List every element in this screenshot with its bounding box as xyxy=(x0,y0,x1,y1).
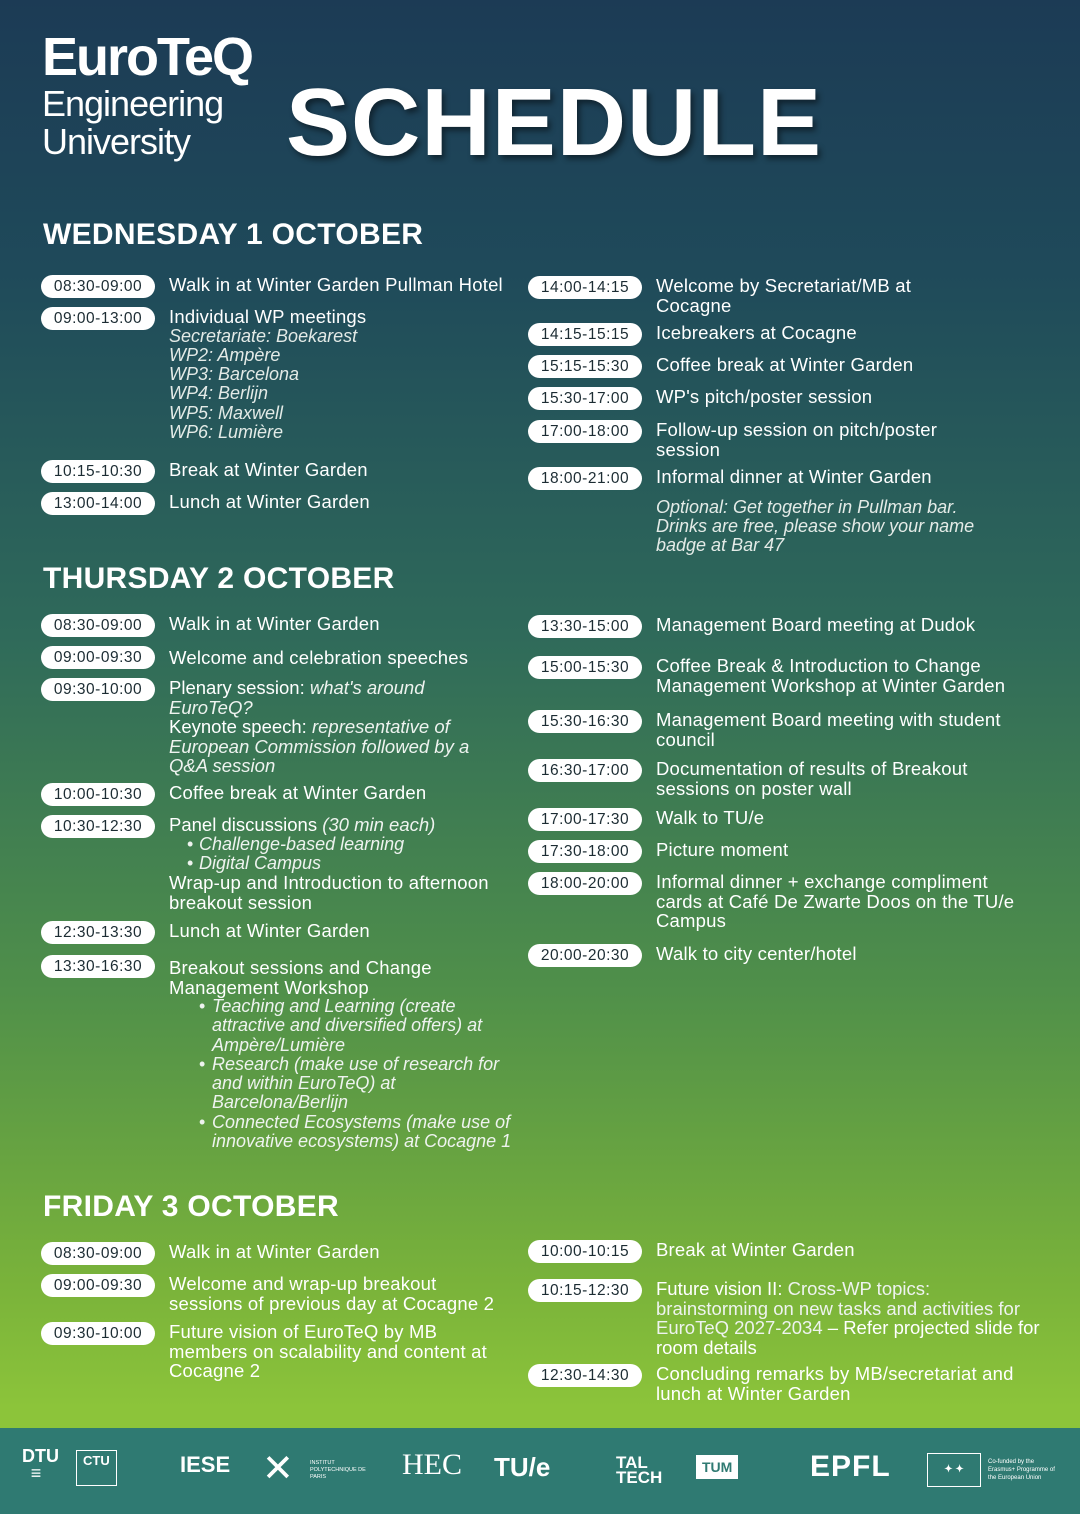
ip-paris-logo: INSTITUT POLYTECHNIQUE DE PARIS xyxy=(310,1460,366,1480)
item-title: Documentation of results of Breakout sessions on poster wall xyxy=(656,758,968,799)
item-title: Concluding remarks by MB/secretariat and lunch at Winter Garden xyxy=(656,1363,1014,1404)
room-detail: WP4: Berlijn xyxy=(169,383,269,404)
schedule-item xyxy=(528,759,996,798)
schedule-item xyxy=(41,614,380,637)
item-title: Breakout sessions and Change Management Workshop xyxy=(169,957,432,998)
time-badge: 14:15-15:15 xyxy=(528,323,642,346)
schedule-item xyxy=(41,1274,514,1313)
item-title: Picture moment xyxy=(656,839,789,860)
ctu-logo: CTU xyxy=(76,1450,117,1486)
bullet-item: • Challenge-based learning xyxy=(169,835,519,854)
item-title: Wrap-up and Introduction to afternoon breakout session xyxy=(169,872,489,913)
time-badge: 16:30-17:00 xyxy=(528,759,642,782)
item-title: Welcome and wrap-up breakout sessions of previous day at Cocagne 2 xyxy=(169,1273,495,1314)
schedule-item xyxy=(528,840,788,863)
time-badge: 09:30-10:00 xyxy=(41,1322,155,1345)
time-badge: 14:00-14:15 xyxy=(528,276,642,299)
item-title: Management Board meeting with student council xyxy=(656,709,1001,750)
time-badge: 09:30-10:00 xyxy=(41,678,155,701)
schedule-item xyxy=(41,275,503,298)
schedule-item xyxy=(41,678,489,776)
item-title: WP's pitch/poster session xyxy=(656,386,873,407)
time-badge: 10:00-10:15 xyxy=(528,1240,642,1263)
item-title: Panel discussions xyxy=(169,814,318,835)
item-title: Walk in at Winter Garden xyxy=(169,1241,380,1262)
time-badge: 10:00-10:30 xyxy=(41,783,155,806)
time-badge: 08:30-09:00 xyxy=(41,275,155,298)
room-detail: WP3: Barcelona xyxy=(169,364,300,385)
item-detail: what's around EuroTeQ? xyxy=(169,677,425,718)
room-detail: WP6: Lumière xyxy=(169,421,284,442)
logo-line3: University xyxy=(42,121,191,162)
time-badge: 18:00-21:00 xyxy=(528,467,642,490)
item-title: Future vision of EuroTeQ by MB members on scalability and content at Cocagne 2 xyxy=(169,1321,487,1381)
schedule-item xyxy=(41,815,519,912)
dtu-logo: DTU ≡ xyxy=(22,1446,59,1483)
bullet-item: • Digital Campus xyxy=(169,854,519,873)
page-title: SCHEDULE xyxy=(286,69,823,176)
logo-line1: EuroTeQ xyxy=(42,27,253,87)
time-badge: 15:15-15:30 xyxy=(528,355,642,378)
time-badge: 10:15-12:30 xyxy=(528,1279,642,1302)
schedule-item xyxy=(528,420,976,459)
schedule-item xyxy=(528,1364,1036,1403)
item-title: Lunch at Winter Garden xyxy=(169,491,370,512)
time-badge: 15:00-15:30 xyxy=(528,656,642,679)
item-title: Break at Winter Garden xyxy=(656,1239,855,1260)
day-heading-friday: FRIDAY 3 OCTOBER xyxy=(43,1190,339,1223)
item-title: Informal dinner + exchange compliment cards at Café De Zwarte Doos on the TU/e Campus xyxy=(656,871,1015,931)
item-title: Follow-up session on pitch/poster session xyxy=(656,419,938,460)
schedule-item xyxy=(41,307,366,442)
time-badge: 17:00-17:30 xyxy=(528,808,642,831)
schedule-item xyxy=(41,492,370,515)
item-title: Welcome and celebration speeches xyxy=(169,647,469,668)
item-title: Management Board meeting at Dudok xyxy=(656,614,976,635)
schedule-item xyxy=(41,646,468,669)
room-detail: WP2: Ampère xyxy=(169,344,281,365)
schedule-item xyxy=(41,783,426,806)
item-title: Welcome by Secretariat/MB at Cocagne xyxy=(656,275,912,316)
time-badge: 09:00-09:30 xyxy=(41,646,155,669)
item-title: Icebreakers at Cocagne xyxy=(656,322,857,343)
bullet-item: • Connected Ecosystems (make use of innovative ecosystems) at Cocagne 1 xyxy=(169,1113,514,1152)
time-badge: 13:30-16:30 xyxy=(41,955,155,978)
time-badge: 15:30-16:30 xyxy=(528,710,642,733)
item-title: – Refer projected slide for room details xyxy=(656,1317,1040,1358)
eroteq-logo xyxy=(42,27,253,162)
schedule-item xyxy=(41,955,514,1151)
schedule-item xyxy=(41,1322,499,1381)
item-title: Coffee Break & Introduction to Change Management Workshop at Winter Garden xyxy=(656,655,1006,696)
item-title: Walk to city center/hotel xyxy=(656,943,857,964)
taltech-logo: TAL TECH xyxy=(616,1453,663,1487)
epfl-logo: EPFL xyxy=(810,1450,891,1483)
eu-flag-icon: ✦ ✦ xyxy=(927,1453,981,1487)
item-title: Walk in at Winter Garden Pullman Hotel xyxy=(169,274,503,295)
schedule-item xyxy=(528,1279,1041,1357)
item-title: Future vision II: xyxy=(656,1278,783,1299)
time-badge: 08:30-09:00 xyxy=(41,1242,155,1265)
polytechnique-logo: ✕ xyxy=(262,1448,294,1490)
schedule-item xyxy=(528,808,764,831)
time-badge: 10:30-12:30 xyxy=(41,815,155,838)
schedule-item xyxy=(528,276,1048,315)
time-badge: 18:00-20:00 xyxy=(528,872,642,895)
item-title: Plenary session: xyxy=(169,677,305,698)
time-badge: 09:00-13:00 xyxy=(41,307,155,330)
item-title: Lunch at Winter Garden xyxy=(169,920,370,941)
time-badge: 12:30-13:30 xyxy=(41,921,155,944)
schedule-item xyxy=(41,1242,380,1265)
time-badge: 17:30-18:00 xyxy=(528,840,642,863)
schedule-item xyxy=(528,467,996,555)
schedule-item xyxy=(528,710,1016,749)
time-badge: 13:00-14:00 xyxy=(41,492,155,515)
time-badge: 17:00-18:00 xyxy=(528,420,642,443)
tue-logo: TU/e xyxy=(494,1452,551,1482)
schedule-item xyxy=(528,615,975,638)
item-title: Coffee break at Winter Garden xyxy=(169,782,427,803)
time-badge: 08:30-09:00 xyxy=(41,614,155,637)
schedule-item xyxy=(528,387,872,410)
bullet-item: • Research (make use of research for and within EuroTeQ) at Barcelona/Berlijn xyxy=(169,1055,514,1113)
time-badge: 12:30-14:30 xyxy=(528,1364,642,1387)
item-title: Break at Winter Garden xyxy=(169,459,368,480)
item-title: Walk in at Winter Garden xyxy=(169,613,380,634)
schedule-item xyxy=(41,460,368,483)
schedule-item xyxy=(528,355,913,378)
erasmus-cofunded-text: Co-funded by the Erasmus+ Programme of the European Union xyxy=(988,1459,1055,1481)
day-heading-thursday: THURSDAY 2 OCTOBER xyxy=(43,562,395,595)
iese-logo: IESE xyxy=(180,1452,231,1477)
schedule-item xyxy=(41,921,370,944)
schedule-item xyxy=(528,944,857,967)
room-detail: Secretariate: Boekarest xyxy=(169,325,358,346)
item-note: Optional: Get together in Pullman bar. Drinks are free, please show your name badge at Bar 47 xyxy=(656,496,975,556)
schedule-item xyxy=(528,872,1026,931)
item-detail: (30 min each) xyxy=(317,814,436,835)
item-detail: representative of European Commission followed by a Q&A session xyxy=(169,716,470,776)
item-title: Walk to TU/e xyxy=(656,807,765,828)
time-badge: 13:30-15:00 xyxy=(528,615,642,638)
item-title: Keynote speech: xyxy=(169,716,307,737)
item-detail: Cross-WP topics: brainstorming on new tasks and activities for EuroTeQ 2027-2034 xyxy=(656,1278,1021,1338)
time-badge: 20:00-20:30 xyxy=(528,944,642,967)
time-badge: 10:15-10:30 xyxy=(41,460,155,483)
room-detail: WP5: Maxwell xyxy=(169,402,284,423)
schedule-item xyxy=(528,323,857,346)
tum-logo: TUM xyxy=(696,1455,738,1479)
time-badge: 15:30-17:00 xyxy=(528,387,642,410)
item-title: Informal dinner at Winter Garden xyxy=(656,466,932,487)
item-title: Individual WP meetings xyxy=(169,306,367,327)
bullet-item: • Teaching and Learning (create attractive and diversified offers) at Ampère/Lumière xyxy=(169,997,514,1055)
day-heading-wednesday: WEDNESDAY 1 OCTOBER xyxy=(43,218,424,251)
schedule-item xyxy=(528,656,1016,695)
time-badge: 09:00-09:30 xyxy=(41,1274,155,1297)
hec-logo: HEC xyxy=(402,1448,462,1481)
schedule-item xyxy=(528,1240,855,1263)
logo-line2: Engineering xyxy=(42,83,224,124)
item-title: Coffee break at Winter Garden xyxy=(656,354,914,375)
